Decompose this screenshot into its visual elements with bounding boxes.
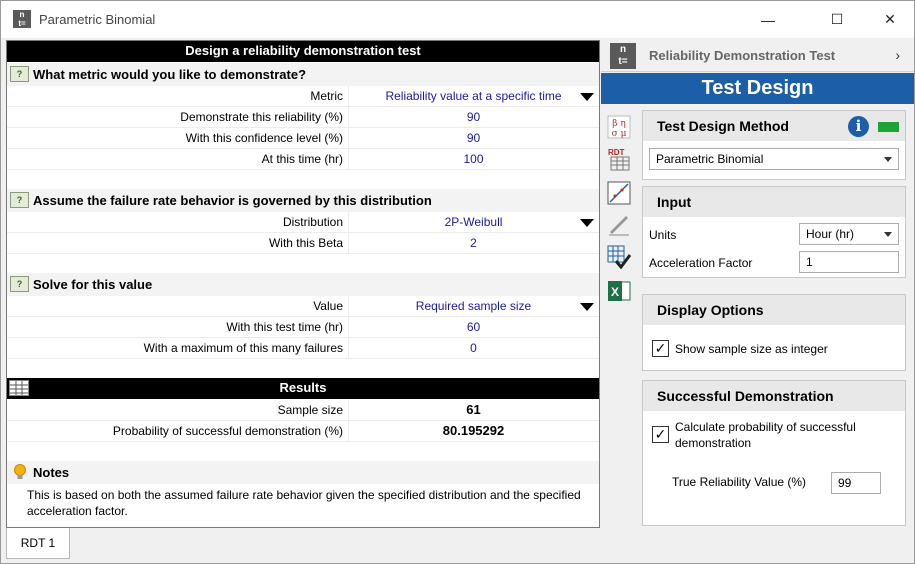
max-failures-value[interactable]: 0: [348, 338, 598, 358]
dropdown-arrow-icon[interactable]: [580, 93, 594, 101]
sample-size-result: 61: [348, 400, 598, 420]
row-label: Distribution: [282, 215, 343, 229]
section-metric: [7, 63, 599, 86]
row-time[interactable]: [7, 149, 599, 170]
section-distribution: [7, 189, 599, 212]
sheet-tab[interactable]: RDT 1: [6, 528, 70, 559]
question-wizard-icon: ?: [10, 192, 29, 208]
method-panel-title: Test Design Method: [643, 111, 905, 141]
method-dropdown[interactable]: [649, 148, 899, 170]
row-label: Value: [313, 299, 343, 313]
plot-icon[interactable]: [606, 180, 632, 206]
window-title: Parametric Binomial: [39, 12, 156, 27]
svg-text:β η: β η: [612, 119, 626, 129]
row-label: With this test time (hr): [226, 320, 343, 334]
question-wizard-icon: ?: [10, 276, 29, 292]
row-confidence[interactable]: [7, 128, 599, 149]
section-distribution-title: Assume the failure rate behavior is governed by this distribution: [33, 193, 432, 208]
title-bar: [1, 1, 914, 38]
acceleration-factor-input[interactable]: 1: [799, 251, 899, 273]
row-max-failures[interactable]: [7, 338, 599, 359]
method-selected: Parametric Binomial: [656, 152, 764, 166]
sheet-header: Design a reliability demonstration test: [7, 41, 599, 62]
excel-icon[interactable]: [606, 278, 632, 304]
row-sample-size: [7, 400, 599, 421]
row-label: At this time (hr): [261, 152, 343, 166]
minimize-button[interactable]: —: [761, 11, 775, 28]
notes-text: This is based on both the assumed failure rate behavior given the specified distribution and the specified acceleration factor.: [27, 488, 581, 518]
svg-text:σ μ: σ μ: [611, 129, 627, 139]
dropdown-arrow-icon[interactable]: [580, 219, 594, 227]
row-label: With this confidence level (%): [185, 131, 343, 145]
rdt-title: Reliability Demonstration Test: [649, 48, 836, 63]
row-reliability[interactable]: [7, 107, 599, 128]
solve-value-dropdown[interactable]: [348, 296, 598, 316]
distribution-value: 2P-Weibull: [444, 215, 503, 229]
status-indicator: [878, 122, 899, 132]
successful-demonstration-title: Successful Demonstration: [643, 381, 905, 411]
lightbulb-icon: [13, 464, 27, 488]
true-reliability-label: True Reliability Value (%): [672, 475, 807, 489]
units-dropdown[interactable]: [799, 223, 899, 245]
method-panel: [642, 110, 906, 180]
svg-text:RDT: RDT: [608, 148, 625, 157]
distribution-dropdown[interactable]: [348, 212, 598, 232]
control-panel: [601, 40, 914, 563]
solve-value: Required sample size: [415, 299, 532, 313]
rdt-header[interactable]: [601, 40, 914, 72]
svg-text:X: X: [610, 285, 620, 299]
test-design-header: Test Design: [601, 73, 914, 104]
units-selected: Hour (hr): [806, 227, 855, 241]
row-label: Probability of successful demonstration (%): [112, 424, 343, 438]
sheet-tab-bar: [6, 528, 600, 561]
notes-title: Notes: [33, 465, 70, 480]
row-test-time[interactable]: [7, 317, 599, 338]
design-sheet: [6, 40, 600, 528]
parameters-icon[interactable]: [606, 114, 632, 140]
display-options-panel: [642, 294, 906, 371]
section-solve: [7, 273, 599, 296]
input-panel: [642, 186, 906, 278]
results-title: Results: [279, 380, 327, 395]
results-header: [7, 378, 599, 399]
row-metric[interactable]: [7, 86, 599, 107]
edit-icon[interactable]: [606, 212, 632, 238]
row-label: With a maximum of this many failures: [143, 341, 343, 355]
row-probability: [7, 421, 599, 442]
beta-value[interactable]: 2: [348, 233, 598, 253]
row-distribution[interactable]: [7, 212, 599, 233]
calc-probability-label-1: Calculate probability of successful: [675, 420, 856, 434]
units-label: Units: [649, 228, 677, 242]
metric-value: Reliability value at a specific time: [385, 89, 562, 103]
probability-result: 80.195292: [348, 421, 598, 441]
calc-probability-label-2: demonstration: [675, 436, 752, 450]
metric-dropdown[interactable]: [348, 86, 598, 106]
info-icon[interactable]: i: [848, 116, 869, 137]
input-panel-title: Input: [643, 187, 905, 217]
section-solve-title: Solve for this value: [33, 277, 153, 292]
dropdown-arrow-icon[interactable]: [580, 303, 594, 311]
test-time-value[interactable]: 60: [348, 317, 598, 337]
maximize-button[interactable]: ☐: [830, 11, 844, 27]
row-label: Sample size: [277, 403, 343, 417]
row-value[interactable]: [7, 296, 599, 317]
row-label: With this Beta: [268, 236, 343, 250]
confidence-value[interactable]: 90: [348, 128, 598, 148]
time-value[interactable]: 100: [348, 149, 598, 169]
question-wizard-icon: ?: [10, 66, 29, 82]
calc-probability-checkbox[interactable]: ✓: [652, 426, 669, 443]
row-beta[interactable]: [7, 233, 599, 254]
check-table-icon[interactable]: [606, 244, 632, 270]
show-integer-checkbox[interactable]: ✓: [652, 340, 669, 357]
results-table-icon: [9, 380, 29, 396]
show-integer-label: Show sample size as integer: [675, 342, 828, 356]
chevron-down-icon[interactable]: [884, 157, 892, 162]
close-button[interactable]: ✕: [884, 11, 896, 27]
reliability-value[interactable]: 90: [348, 107, 598, 127]
rdt-table-icon[interactable]: [606, 146, 632, 172]
true-reliability-input[interactable]: 99: [831, 472, 881, 494]
row-label: Demonstrate this reliability (%): [180, 110, 343, 124]
section-metric-title: What metric would you like to demonstrate?: [33, 67, 307, 82]
rdt-folio-icon: n t=: [610, 43, 636, 69]
row-label: Metric: [310, 89, 343, 103]
successful-demonstration-panel: [642, 380, 906, 526]
display-options-title: Display Options: [643, 295, 905, 325]
toolstrip: [601, 108, 637, 308]
section-notes: [7, 461, 599, 484]
chevron-right-icon[interactable]: ›: [895, 47, 900, 63]
parametric-binomial-icon: n t=: [13, 10, 31, 28]
chevron-down-icon[interactable]: [884, 232, 892, 237]
acceleration-factor-label: Acceleration Factor: [649, 256, 753, 270]
